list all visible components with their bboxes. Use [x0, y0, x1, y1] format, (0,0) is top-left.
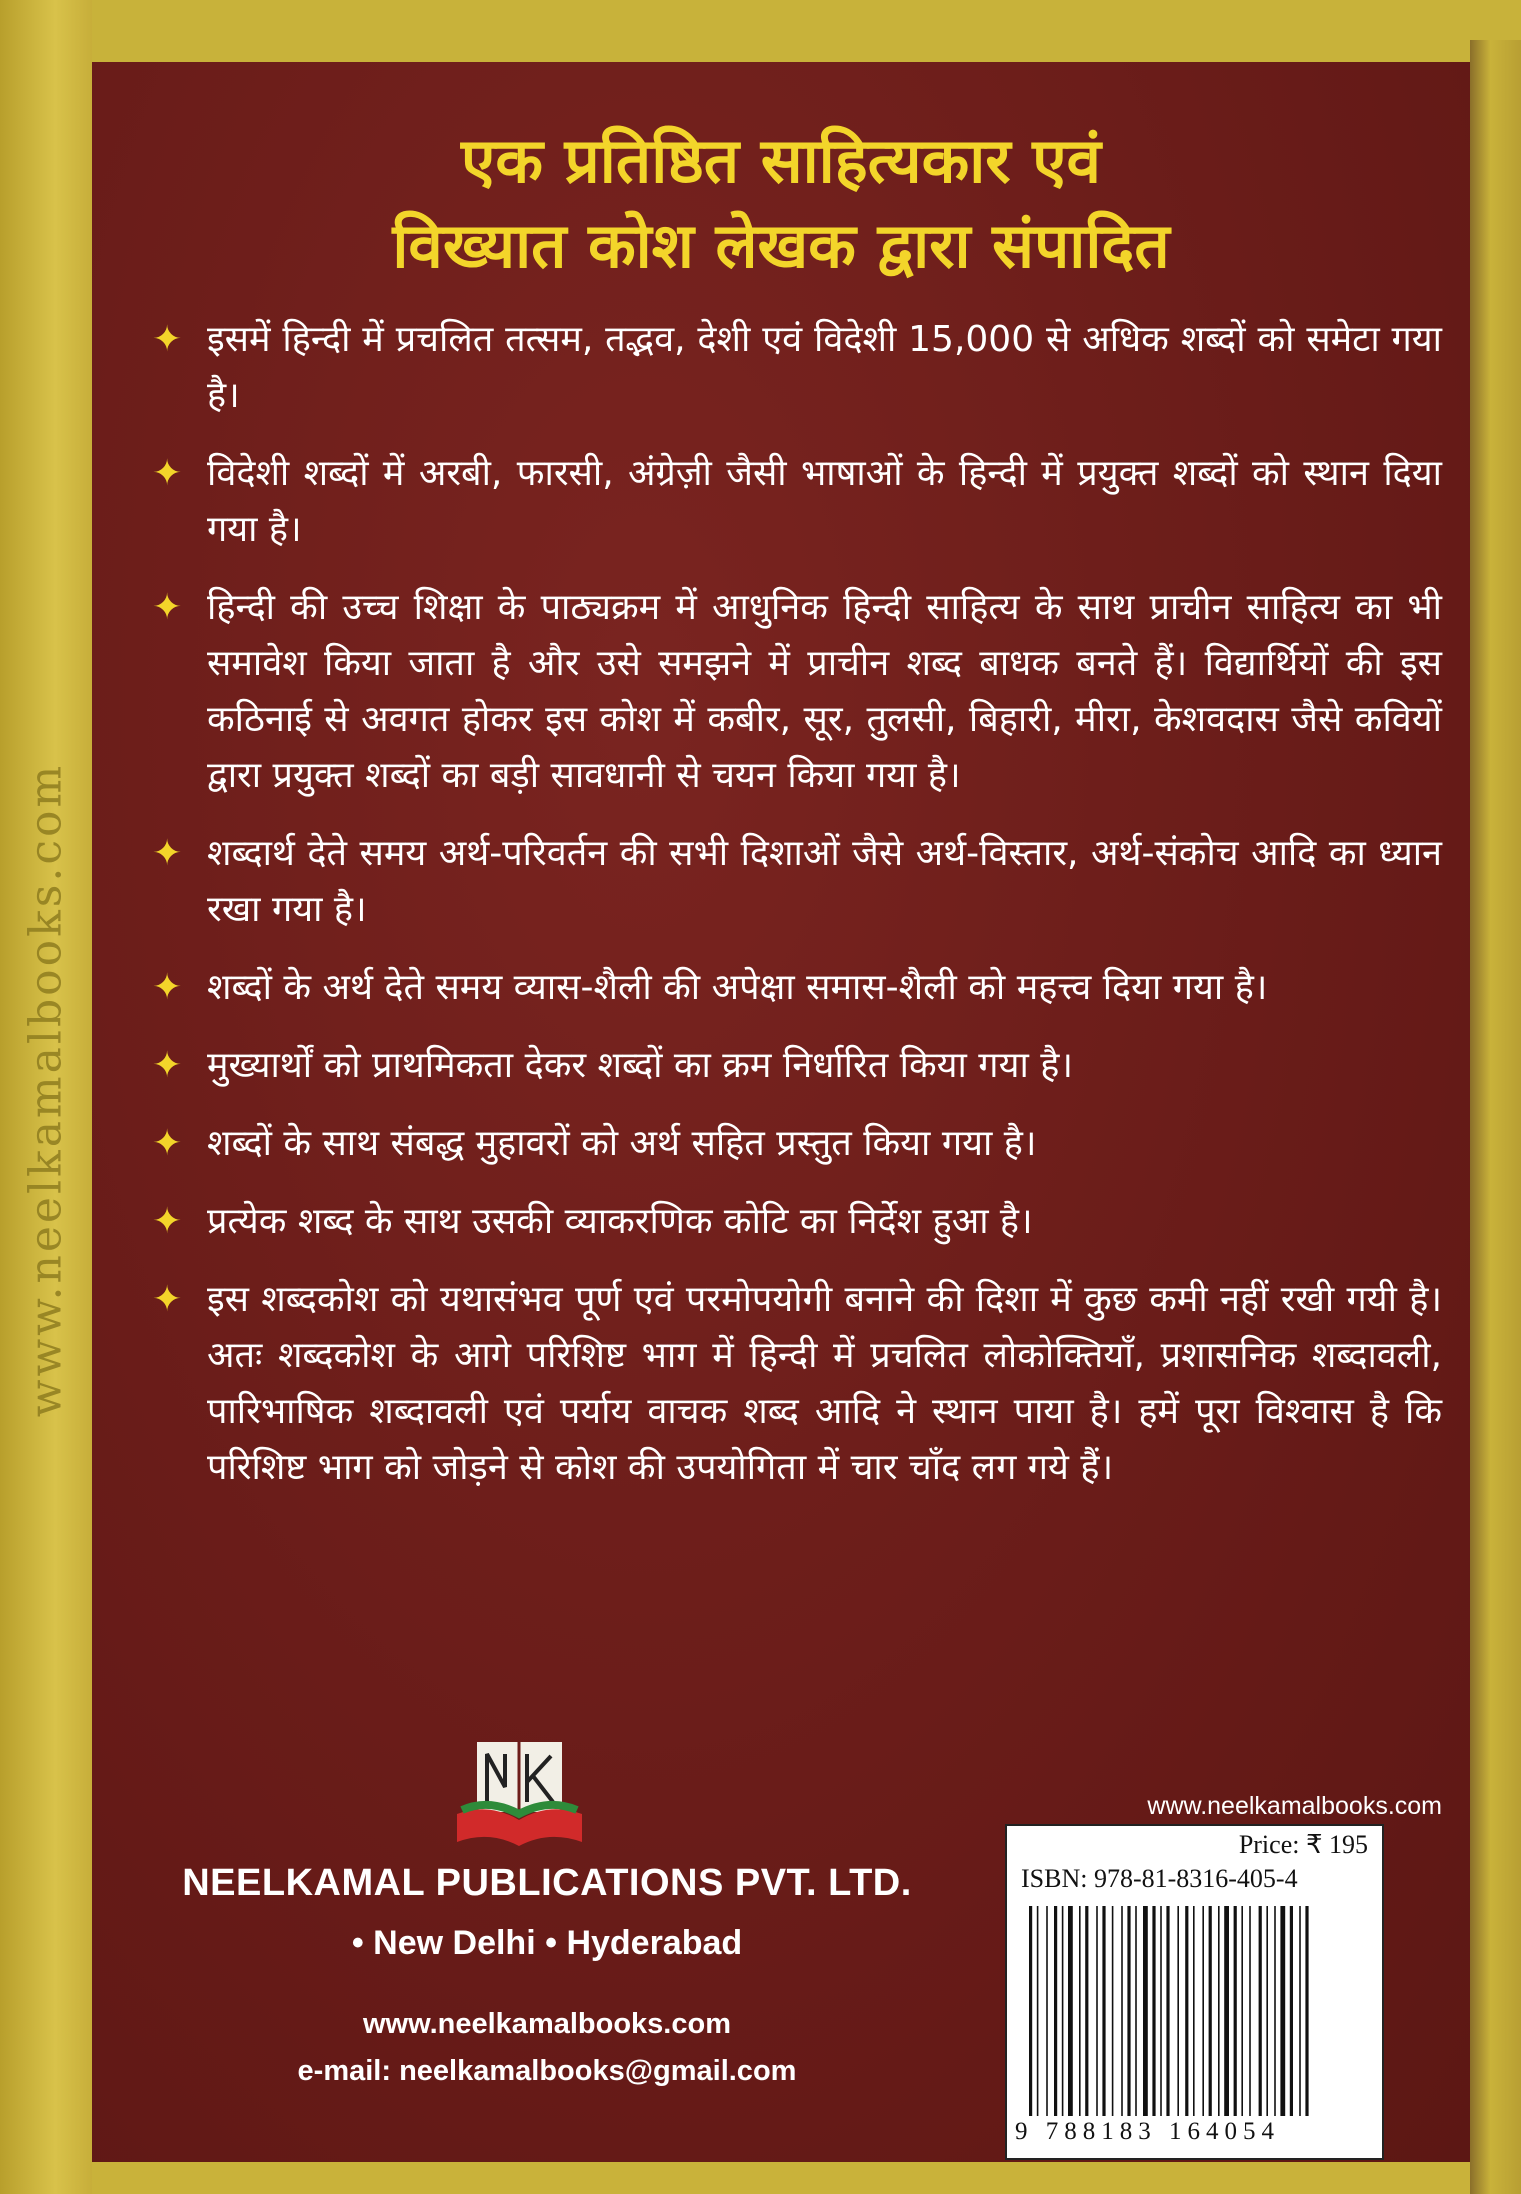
- spine-watermark: www.neelkamalbooks.com: [20, 762, 72, 1418]
- list-item-text: शब्दार्थ देते समय अर्थ-परिवर्तन की सभी दिशाओं जैसे अर्थ-विस्तार, अर्थ-संकोच आदि का ध्यान रखा गया है।: [207, 833, 1442, 930]
- publisher-cities: • New Delhi • Hyderabad: [351, 1924, 743, 1962]
- barcode-bar: [1152, 1906, 1155, 2116]
- list-item: [152, 1272, 1442, 1496]
- list-item: [152, 312, 1442, 424]
- star-bullet-icon: ✦: [152, 319, 183, 360]
- publisher-email: e-mail: neelkamalbooks@gmail.com: [297, 2055, 797, 2087]
- barcode-bar: [1299, 1906, 1301, 2116]
- barcode-bar: [1224, 1906, 1229, 2116]
- list-item-text: विदेशी शब्दों में अरबी, फारसी, अंग्रेज़ी जैसी भाषाओं के हिन्दी में प्रयुक्त शब्दों को स्थान दिया गया है।: [207, 453, 1442, 550]
- barcode-bar: [1259, 1906, 1262, 2116]
- star-bullet-icon: ✦: [152, 1123, 183, 1164]
- barcode-bar: [1079, 1906, 1081, 2116]
- publisher-name: NEELKAMAL PUBLICATIONS PVT. LTD.: [182, 1862, 912, 1904]
- feature-list: [152, 312, 1442, 1518]
- list-item-text: शब्दों के साथ संबद्ध मुहावरों को अर्थ सहित प्रस्तुत किया गया है।: [207, 1123, 1037, 1164]
- barcode-website: www.neelkamalbooks.com: [1147, 1792, 1442, 1820]
- list-item: [152, 960, 1442, 1016]
- barcode-digits: 9 788183 164054: [1015, 2118, 1280, 2145]
- barcode-bar: [1037, 1906, 1039, 2116]
- barcode-bar: [1096, 1906, 1098, 2116]
- list-item: [152, 826, 1442, 938]
- list-item-text: मुख्यार्थों को प्राथमिकता देकर शब्दों का क्रम निर्धारित किया गया है।: [207, 1045, 1073, 1086]
- list-item-text: शब्दों के अर्थ देते समय व्यास-शैली की अपेक्षा समास-शैली को महत्त्व दिया गया है।: [207, 967, 1268, 1008]
- barcode-bar: [1202, 1906, 1204, 2116]
- list-item: [152, 1194, 1442, 1250]
- list-item: [152, 1038, 1442, 1094]
- star-bullet-icon: ✦: [152, 1201, 183, 1242]
- list-item: [152, 580, 1442, 804]
- barcode-bar: [1241, 1906, 1243, 2116]
- barcode-bar: [1193, 1906, 1195, 2116]
- barcode-bar: [1249, 1906, 1251, 2116]
- list-item-text: इसमें हिन्दी में प्रचलित तत्सम, तद्भव, देशी एवं विदेशी 15,000 से अधिक शब्दों को समेटा गया है।: [207, 319, 1442, 416]
- barcode-bar: [1062, 1906, 1064, 2116]
- right-edge: [1470, 40, 1521, 2194]
- barcode-bar: [1274, 1906, 1276, 2116]
- barcode-bar: [1280, 1906, 1285, 2116]
- list-item-text: हिन्दी की उच्च शिक्षा के पाठ्यक्रम में आधुनिक हिन्दी साहित्य के साथ प्राचीन साहित्य का भी समावेश किया जाता है और उसे समझने में प्राचीन शब्द बाधक बनते हैं। विद्यार्थियों की इस कठिनाई से अवगत होकर इस कोश में कबीर, सूर, तुलसी, बिहारी, मीरा, केशवदास जैसे कवियों द्वारा प्रयुक्त शब्दों का बड़ी सावधानी से चयन किया गया है।: [207, 587, 1442, 796]
- list-item-text: प्रत्येक शब्द के साथ उसकी व्याकरणिक कोटि का निर्देश हुआ है।: [207, 1201, 1033, 1242]
- barcode-bar: [1054, 1906, 1057, 2116]
- barcode-bars: [1029, 1906, 1359, 2116]
- top-edge: [92, 0, 1521, 62]
- list-item: [152, 446, 1442, 558]
- barcode-bar: [1218, 1906, 1220, 2116]
- barcode-bar: [1085, 1906, 1088, 2116]
- barcode-bar: [1234, 1906, 1237, 2116]
- barcode-bar: [1305, 1906, 1308, 2116]
- barcode-bar: [1029, 1906, 1032, 2116]
- barcode-label: [1005, 1824, 1384, 2160]
- open-book-logo-icon: [457, 1742, 582, 1847]
- star-bullet-icon: ✦: [152, 1279, 183, 1320]
- barcode-bar: [1068, 1906, 1073, 2116]
- barcode-bar: [1166, 1906, 1169, 2116]
- heading-line-1: एक प्रतिष्ठित साहित्यकार एवं: [461, 124, 1101, 197]
- barcode-bar: [1121, 1906, 1123, 2116]
- isbn-text: ISBN: 978-81-8316-405-4: [1021, 1864, 1298, 1893]
- barcode-bar: [1127, 1906, 1130, 2116]
- book-spine: [0, 0, 92, 2194]
- publisher-website: www.neelkamalbooks.com: [363, 2008, 731, 2040]
- list-item: [152, 1116, 1442, 1172]
- barcode-bar: [1143, 1906, 1148, 2116]
- star-bullet-icon: ✦: [152, 833, 183, 874]
- barcode-bar: [1160, 1906, 1162, 2116]
- price-text: Price: ₹ 195: [1238, 1830, 1368, 1859]
- barcode-bar: [1046, 1906, 1048, 2116]
- barcode-bar: [1102, 1906, 1105, 2116]
- barcode-bar: [1266, 1906, 1268, 2116]
- barcode-bar: [1135, 1906, 1137, 2116]
- star-bullet-icon: ✦: [152, 967, 183, 1008]
- back-cover-panel: [92, 62, 1470, 2162]
- barcode-bar: [1290, 1906, 1293, 2116]
- barcode-bar: [1185, 1906, 1188, 2116]
- barcode-bar: [1209, 1906, 1212, 2116]
- barcode-bar: [1112, 1906, 1114, 2116]
- star-bullet-icon: ✦: [152, 1045, 183, 1086]
- star-bullet-icon: ✦: [152, 453, 183, 494]
- star-bullet-icon: ✦: [152, 587, 183, 628]
- barcode-bar: [1177, 1906, 1179, 2116]
- heading-line-2: विख्यात कोश लेखक द्वारा संपादित: [392, 209, 1170, 282]
- list-item-text: इस शब्दकोश को यथासंभव पूर्ण एवं परमोपयोगी बनाने की दिशा में कुछ कमी नहीं रखी गयी है। अतः शब्दकोश के आगे परिशिष्ट भाग में हिन्दी में प्रचलित लोकोक्तियाँ, प्रशासनिक शब्दावली, पारिभाषिक शब्दावली एवं पर्याय वाचक शब्द आदि ने स्थान पाया है। हमें पूरा विश्वास है कि परिशिष्ट भाग को जोड़ने से कोश की उपयोगिता में चार चाँद लग गये हैं।: [207, 1279, 1442, 1488]
